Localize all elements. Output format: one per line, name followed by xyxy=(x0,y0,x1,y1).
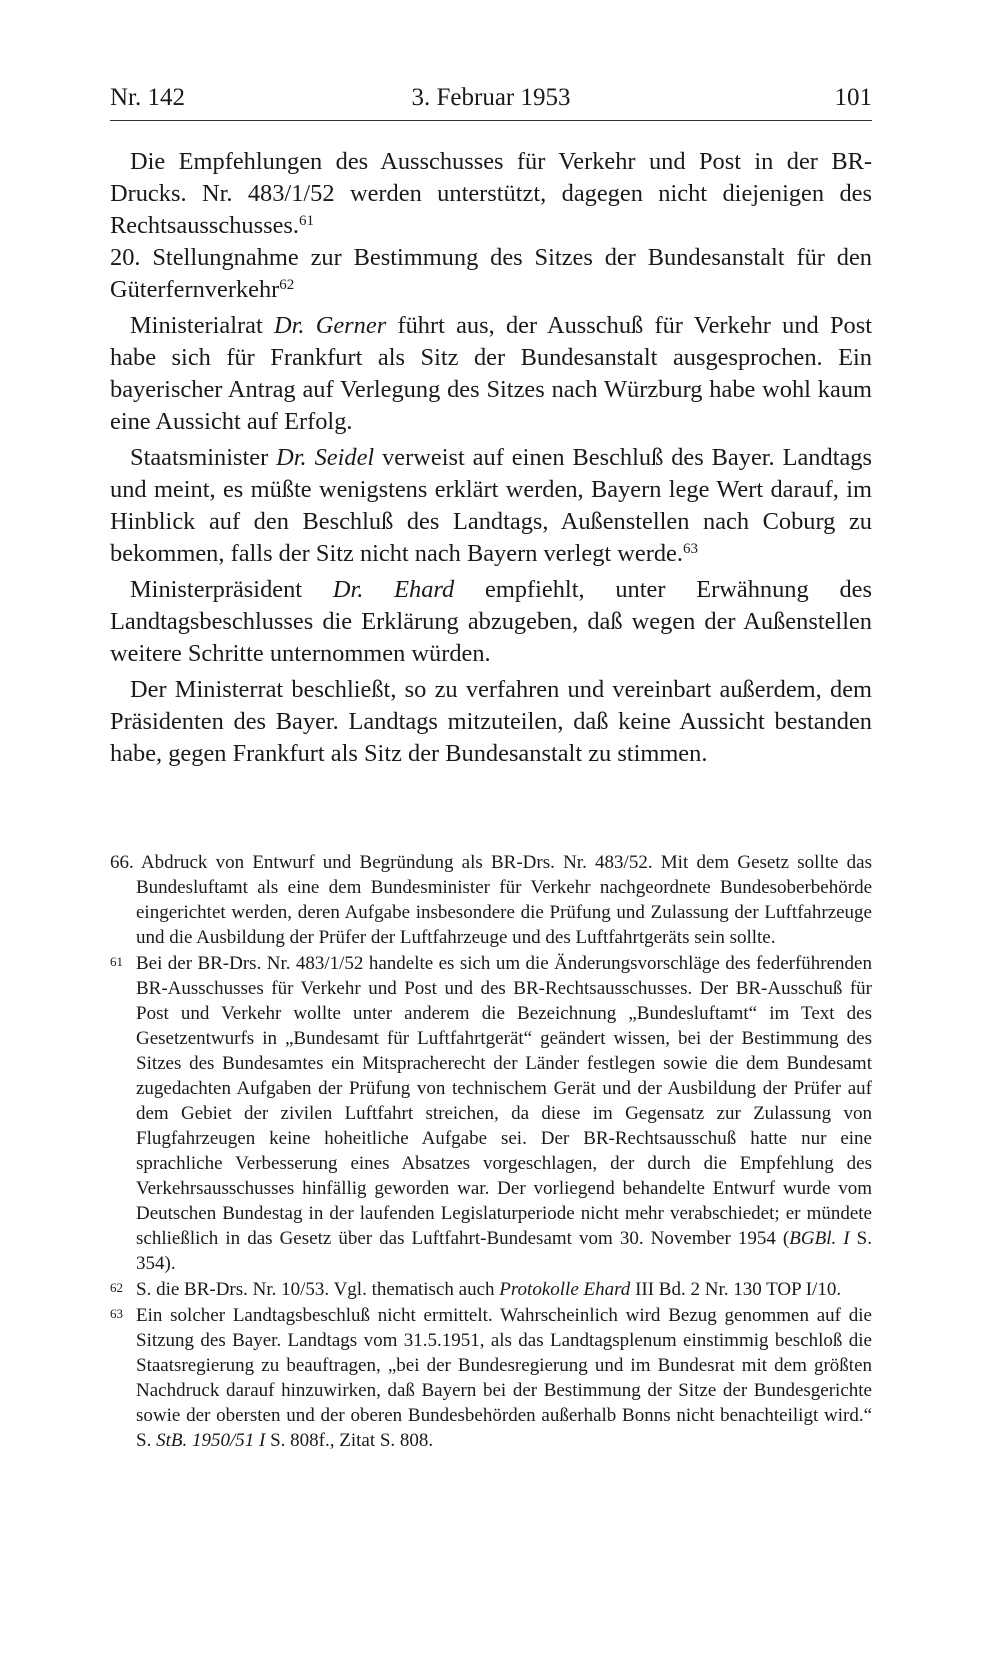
paragraph-text: empfiehlt, unter Erwähnung des Landtagsbeschlusses die Erklärung abzugeben, daß wegen der Außenstellen weitere Schritte unternommen würden. xyxy=(110,576,872,667)
citation: StB. 1950/51 I xyxy=(156,1430,266,1451)
footnote-ref-63[interactable]: 63 xyxy=(682,541,698,557)
footnote-62 xyxy=(110,1277,872,1302)
paragraph-text: Staatsminister xyxy=(130,444,277,471)
page-number: 101 xyxy=(834,84,872,111)
paragraph-text: Der Ministerrat beschließt, so zu verfahren und vereinbart außerdem, dem Präsidenten des Bayer. Landtags mitzuteilen, daß keine Aussicht bestanden habe, gegen Frankfurt als Sitz der Bundesanstalt zu stimmen. xyxy=(110,676,872,767)
agenda-item-20 xyxy=(110,242,872,306)
paragraph-gerner xyxy=(110,310,872,438)
footnote-text: S. 808f., Zitat S. 808. xyxy=(265,1430,434,1451)
footnote-text: Ein solcher Landtagsbeschluß nicht ermittelt. Wahrscheinlich wird Bezug genommen auf die Sitzung des Bayer. Landtags vom 31.5.1951, als das Landtagsplenum einstimmig beschloß die Staatsregierung zu beauftragen, „bei der Bundesregierung und im Bundesrat mit dem größten Nachdruck darauf hinzuwirken, daß Bayern bei der Bestimmung der Sitze der Bundesgerichte sowie der obersten und der oberen Bundesbehörden außerhalb Bonns nicht benachteiligt wird.“ S. xyxy=(136,1305,872,1451)
speaker-name: Dr. Ehard xyxy=(332,576,455,603)
footnote-ref-61[interactable]: 61 xyxy=(299,213,315,229)
document-number: Nr. 142 xyxy=(110,84,185,111)
footnotes xyxy=(110,850,872,1454)
paragraph-text: verweist auf einen Beschluß des Bayer. Landtags und meint, es müßte wenigstens erklärt werden, Bayern lege Wert darauf, im Hinblick auf den Beschluß des Landtags, Außenstellen nach Coburg zu bekommen, falls der Sitz nicht nach Bayern verlegt werde. xyxy=(110,444,872,567)
footnote-number: 61 xyxy=(110,954,123,969)
footnote-text: Bei der BR-Drs. Nr. 483/1/52 handelte es sich um die Änderungsvorschläge des federführenden BR-Ausschusses für Verkehr und Post und des BR-Rechtsausschusses. Der BR-Ausschuß für Post und Verkehr wollte unter anderem die Bezeichnung „Bundesluftamt“ im Text des Gesetzentwurfs in „Bundesamt für Luftfahrtgerät“ geändert wissen, bei der Bestimmung des Sitzes des Bundesamtes ein Mitspracherecht der Länder festlegen sowie die dem Bundesamt zugedachten Aufgaben der Prüfung von technischem Gerät und der Ausbildung der Prüfer auf dem Gebiet der zivilen Luftfahrt streichen, da diese im Gegensatz zur Zulassung von Flugfahrzeugen keine hoheitliche Aufgabe sei. Der BR-Rechtsausschuß hatte nur eine sprachliche Verbesserung eines Absatzes vorgeschlagen, der durch die Empfehlung des Verkehrsausschusses hinfällig geworden war. Der vorliegend behandelte Entwurf wurde vom Deutschen Bundestag in der laufenden Legislaturperiode nicht mehr verabschiedet; er mündete schließlich in das Gesetz über das Luftfahrt-Bundesamt vom 30. November 1954 ( xyxy=(136,953,872,1249)
citation: Protokolle Ehard xyxy=(499,1279,631,1300)
footnote-61 xyxy=(110,951,872,1276)
paragraph-text: Ministerialrat xyxy=(130,312,274,339)
main-text xyxy=(110,146,872,770)
footnote-text: III Bd. 2 Nr. 130 TOP I/10. xyxy=(630,1279,842,1300)
paragraph-text: führt aus, der Ausschuß für Verkehr und Post habe sich für Frankfurt als Sitz der Bundesanstalt ausgesprochen. Ein bayerischer Antrag auf Verlegung des Sitzes nach Würzburg habe wohl kaum eine Aussicht auf Erfolg. xyxy=(110,312,872,435)
session-date: 3. Februar 1953 xyxy=(411,84,571,111)
footnote-ref-62[interactable]: 62 xyxy=(279,277,295,293)
footnote-number: 62 xyxy=(110,1280,123,1295)
footnote-66 xyxy=(110,850,872,950)
footnote-text: S. die BR-Drs. Nr. 10/53. Vgl. thematisch auch xyxy=(136,1279,500,1300)
paragraph-seidel xyxy=(110,442,872,570)
footnote-text: S. 354). xyxy=(136,1228,872,1274)
speaker-name: Dr. Gerner xyxy=(274,312,387,339)
footnote-63 xyxy=(110,1303,872,1453)
running-header xyxy=(110,84,872,121)
paragraph-ehard xyxy=(110,574,872,670)
paragraph-decision xyxy=(110,674,872,770)
footnote-number: 63 xyxy=(110,1306,123,1321)
paragraph-text: Ministerpräsident xyxy=(130,576,333,603)
paragraph-text: Die Empfehlungen des Ausschusses für Verkehr und Post in der BR-Drucks. Nr. 483/1/52 werden unterstützt, dagegen nicht diejenigen des Rechtsausschusses. xyxy=(110,148,872,239)
speaker-name: Dr. Seidel xyxy=(276,444,375,471)
citation: BGBl. I xyxy=(789,1228,850,1249)
footnote-text: 66. Abdruck von Entwurf und Begründung als BR-Drs. Nr. 483/52. Mit dem Gesetz sollte das Bundesluftamt als eine dem Bundesminister für Verkehr nachgeordnete Bundesoberbehörde eingerichtet werden, deren Aufgabe insbesondere die Prüfung und Zulassung der Luftfahrzeuge und die Ausbildung der Prüfer der Luftfahrzeuge und des Luftfahrtgeräts sein sollte. xyxy=(110,852,872,948)
paragraph-recommendations xyxy=(110,146,872,242)
agenda-item-title: 20. Stellungnahme zur Bestimmung des Sitzes der Bundesanstalt für den Güterfernverkehr xyxy=(110,244,872,303)
